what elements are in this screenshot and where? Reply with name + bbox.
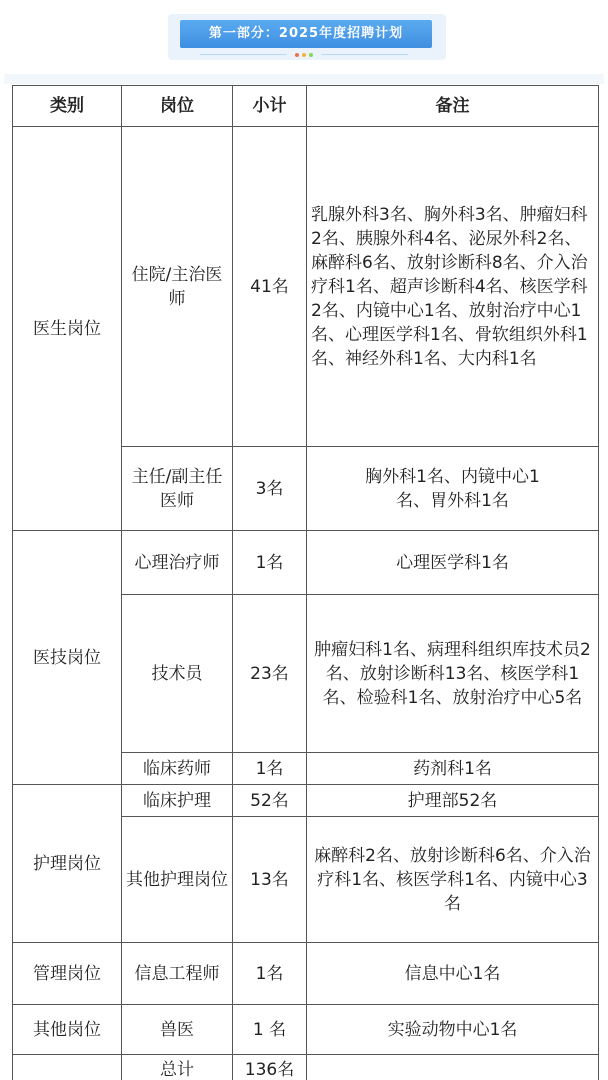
header-remarks: 备注 [307,86,599,127]
position-cell: 临床护理 [122,785,233,817]
category-management: 管理岗位 [13,943,122,1005]
table-row [13,785,599,817]
position-cell: 其他护理岗位 [122,817,233,943]
dot-green [309,53,313,57]
subtotal-cell: 13名 [233,817,307,943]
section-header [0,0,608,76]
remarks-cell: 肿瘤妇科1名、病理科组织库技术员2名、放射诊断科13名、核医学科1名、检验科1名、放射治疗中心5名 [307,595,599,753]
category-doctor: 医生岗位 [13,127,122,531]
dot-yellow [302,53,306,57]
total-value: 136名 [233,1055,307,1080]
subtotal-cell: 1 名 [233,1005,307,1055]
section-title: 第一部分：2025年度招聘计划 [180,20,432,48]
remarks-cell: 实验动物中心1名 [307,1005,599,1055]
position-cell: 心理治疗师 [122,531,233,595]
table-header-row [13,86,599,127]
remarks-cell: 麻醉科2名、放射诊断科6名、介入治疗科1名、核医学科1名、内镜中心3名 [307,817,599,943]
category-other: 其他岗位 [13,1005,122,1055]
header-subtotal: 小计 [233,86,307,127]
position-cell: 信息工程师 [122,943,233,1005]
banner-dots [295,53,316,59]
category-tech: 医技岗位 [13,531,122,785]
banner-divider-right [322,54,408,55]
header-position: 岗位 [122,86,233,127]
table-row [13,531,599,595]
remarks-cell: 心理医学科1名 [307,531,599,595]
position-cell: 住院/主治医师 [122,127,233,447]
subtotal-cell: 41名 [233,127,307,447]
category-nursing: 护理岗位 [13,785,122,943]
header-category: 类别 [13,86,122,127]
dot-red [295,53,299,57]
subtotal-cell: 23名 [233,595,307,753]
subtotal-cell: 1名 [233,943,307,1005]
card-background [4,74,604,84]
total-category-cell [13,1055,122,1080]
recruitment-plan-table [12,85,599,1080]
remarks-cell: 胸外科1名、内镜中心1名、胃外科1名 [307,447,599,531]
table-row [13,1005,599,1055]
remarks-cell: 乳腺外科3名、胸外科3名、肿瘤妇科2名、胰腺外科4名、泌尿外科2名、麻醉科6名、放射诊断科8名、介入治疗科1名、超声诊断科4名、核医学科2名、内镜中心1名、放射治疗中心1名、心理医学科1名、骨软组织外科1名、神经外科1名、大内科1名 [307,127,599,447]
position-cell: 技术员 [122,595,233,753]
position-cell: 兽医 [122,1005,233,1055]
banner-divider-left [200,54,286,55]
table-row [13,943,599,1005]
subtotal-cell: 1名 [233,753,307,785]
position-cell: 主任/副主任医师 [122,447,233,531]
remarks-cell: 信息中心1名 [307,943,599,1005]
remarks-cell: 护理部52名 [307,785,599,817]
remarks-cell: 药剂科1名 [307,753,599,785]
total-label: 总计 [122,1055,233,1080]
total-remarks-cell [307,1055,599,1080]
subtotal-cell: 3名 [233,447,307,531]
subtotal-cell: 1名 [233,531,307,595]
total-row [13,1055,599,1080]
table-row [13,127,599,447]
position-cell: 临床药师 [122,753,233,785]
subtotal-cell: 52名 [233,785,307,817]
